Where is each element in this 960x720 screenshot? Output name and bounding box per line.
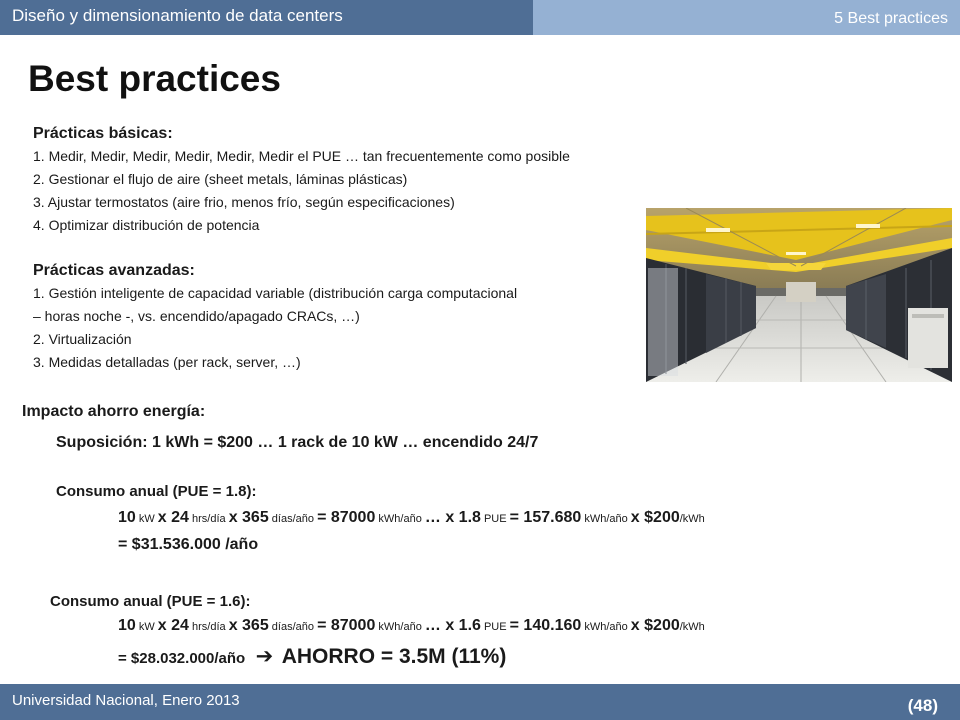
formula-value: … x 1.6 bbox=[424, 617, 481, 634]
basic-practices-heading: Prácticas básicas: bbox=[33, 125, 173, 142]
formula-unit: kW bbox=[135, 621, 158, 633]
scenario2-label: Consumo anual (PUE = 1.6): bbox=[50, 593, 251, 610]
footer-institution: Universidad Nacional, Enero 2013 bbox=[12, 692, 240, 709]
formula-unit: kWh/año bbox=[581, 513, 631, 525]
formula-value: x 24 bbox=[157, 509, 189, 526]
advanced-item: 2. Virtualización bbox=[33, 331, 132, 347]
formula-value: 10 bbox=[118, 509, 136, 526]
scenario2-formula bbox=[118, 617, 705, 635]
formula-unit: hrs/día bbox=[188, 513, 229, 525]
formula-value: x $200 bbox=[630, 509, 680, 526]
basic-practices bbox=[33, 125, 570, 237]
formula-unit: PUE bbox=[480, 513, 510, 525]
advanced-item: – horas noche -, vs. encendido/apagado CRACs, …) bbox=[33, 308, 360, 324]
header-bar-right bbox=[533, 0, 960, 35]
formula-value: = 157.680 bbox=[509, 509, 582, 526]
scenario1-result: = $31.536.000 /año bbox=[118, 536, 259, 553]
presentation-title: Diseño y dimensionamiento de data centers bbox=[12, 6, 343, 25]
section-label: 5 Best practices bbox=[834, 10, 948, 27]
datacenter-photo bbox=[646, 208, 952, 382]
advanced-item: 3. Medidas detalladas (per rack, server, …) bbox=[33, 354, 301, 370]
basic-item: 2. Gestionar el flujo de aire (sheet metals, láminas plásticas) bbox=[33, 171, 408, 187]
footer-bar bbox=[0, 684, 960, 720]
page-number: (48) bbox=[907, 696, 938, 715]
slide-title: Best practices bbox=[28, 58, 281, 99]
basic-item: 3. Ajustar termostatos (aire frio, menos frío, según especificaciones) bbox=[33, 194, 455, 210]
scenario1-label: Consumo anual (PUE = 1.8): bbox=[56, 483, 257, 500]
formula-unit: kWh/año bbox=[375, 513, 425, 525]
formula-unit: hrs/día bbox=[188, 621, 229, 633]
advanced-item: 1. Gestión inteligente de capacidad variable (distribución carga computacional bbox=[33, 285, 518, 301]
formula-unit: PUE bbox=[480, 621, 510, 633]
formula-value: = 87000 bbox=[317, 617, 376, 634]
formula-value: x 365 bbox=[228, 617, 269, 634]
formula-unit: kWh/año bbox=[375, 621, 425, 633]
formula-unit: días/año bbox=[268, 513, 318, 525]
scenario2-result-line bbox=[118, 644, 506, 669]
basic-item: 1. Medir, Medir, Medir, Medir, Medir, Medir el PUE … tan frecuentemente como posible bbox=[33, 148, 570, 164]
formula-unit: días/año bbox=[268, 621, 318, 633]
scenario1-formula bbox=[118, 509, 705, 527]
basic-item: 4. Optimizar distribución de potencia bbox=[33, 217, 260, 233]
formula-value: x $200 bbox=[630, 617, 680, 634]
assumption-text: Suposición: 1 kWh = $200 … 1 rack de 10 kW … encendido 24/7 bbox=[56, 434, 539, 451]
savings-text: AHORRO = 3.5M (11%) bbox=[281, 645, 507, 668]
formula-value: x 24 bbox=[157, 617, 189, 634]
scenario2-result: = $28.032.000/año bbox=[118, 650, 246, 667]
formula-unit: kW bbox=[135, 513, 158, 525]
formula-unit: /kWh bbox=[679, 513, 705, 525]
formula-value: x 365 bbox=[228, 509, 269, 526]
formula-value: … x 1.8 bbox=[424, 509, 481, 526]
advanced-practices-heading: Prácticas avanzadas: bbox=[33, 262, 195, 279]
formula-unit: kWh/año bbox=[581, 621, 631, 633]
header-bar-left bbox=[0, 0, 533, 35]
formula-value: = 140.160 bbox=[509, 617, 582, 634]
impact-heading: Impacto ahorro energía: bbox=[22, 403, 206, 420]
arrow-right-icon: ➔ bbox=[255, 645, 274, 668]
formula-value: = 87000 bbox=[317, 509, 376, 526]
formula-unit: /kWh bbox=[679, 621, 705, 633]
formula-value: 10 bbox=[118, 617, 136, 634]
advanced-practices bbox=[33, 262, 517, 374]
